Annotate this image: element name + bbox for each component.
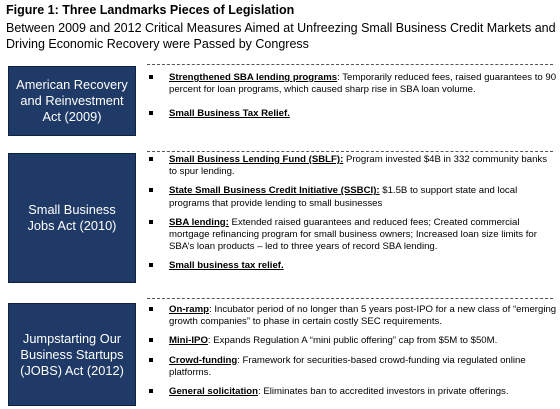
item-term: Small Business Lending Fund (SBLF):	[169, 154, 344, 165]
item-desc: : Eliminates ban to accredited investors in private offerings.	[258, 386, 509, 398]
list-item	[147, 355, 557, 379]
item-term: Mini-IPO	[169, 335, 208, 347]
list-item	[147, 72, 557, 96]
figure-subtitle: Between 2009 and 2012 Critical Measures Aimed at Unfreezing Small Business Credit Markets and Driving Economic Recovery were Passed by Congress	[6, 21, 556, 51]
item-desc: Program invested $4B in 332 community banks to spur lending.	[169, 154, 548, 178]
item-desc: : Temporarily reduced fees, raised guarantees to 90 percent for loan programs, which caused sharp rise in SBA loan volume.	[169, 72, 557, 96]
section-title: Jumpstarting Our Business Startups (JOBS) Act (2012)	[20, 330, 124, 378]
bullet-icon	[149, 389, 153, 393]
bullet-icon	[149, 338, 153, 342]
bullet-icon	[149, 111, 153, 115]
item-desc: Extended raised guarantees and reduced fees; Created commercial mortgage refinancing program for small business owners; Increased loan size limits for SBA’s loan products – led to three years of record SBA lending.	[169, 216, 537, 253]
item-term: Strengthened SBA lending programs	[169, 72, 338, 83]
section-box-jobs-startups	[8, 303, 136, 406]
section-divider	[147, 151, 553, 152]
list-item	[147, 260, 557, 272]
section-title: American Recovery and Reinvestment Act (2009)	[16, 77, 128, 124]
item-desc: : Incubator period of no longer than 5 years post-IPO for a new class of “emerging growth companies” to phase in certain costly SEC requirements.	[169, 304, 557, 328]
item-term: Crowd-funding	[169, 354, 238, 366]
section-box-arra	[8, 66, 136, 136]
list-item	[147, 154, 557, 178]
item-desc: $1.5B to support state and local programs that provide lending to small businesses	[169, 185, 518, 209]
bullet-icon	[149, 263, 153, 267]
section-items-jobs-startups	[147, 304, 557, 405]
item-desc: : Framework for securities-based crowd-funding via regulated online platforms.	[169, 354, 526, 378]
section-box-jobs-act	[8, 153, 136, 283]
list-item	[147, 185, 557, 209]
item-term: Small Business Tax Relief.	[169, 108, 290, 120]
section-title: Small Business Jobs Act (2010)	[27, 202, 117, 233]
list-item	[147, 108, 557, 120]
section-items-jobs-act	[147, 154, 557, 280]
list-item	[147, 217, 557, 254]
bullet-icon	[149, 188, 153, 192]
figure-title: Figure 1: Three Landmarks Pieces of Legislation	[6, 3, 295, 17]
section-items-arra	[147, 72, 557, 128]
list-item	[147, 386, 557, 398]
item-term: SBA lending:	[169, 216, 229, 228]
item-term: Small business tax relief.	[169, 260, 284, 272]
bullet-icon	[149, 358, 153, 362]
bullet-icon	[149, 75, 153, 79]
item-term: General solicitation	[169, 386, 259, 398]
bullet-icon	[149, 307, 153, 311]
list-item	[147, 304, 557, 328]
section-divider	[147, 64, 553, 65]
item-desc: : Expands Regulation A “mini public offering” cap from $5M to $50M.	[207, 335, 498, 347]
item-term: State Small Business Credit Initiative (SSBCI):	[169, 185, 380, 197]
bullet-icon	[149, 220, 153, 224]
list-item	[147, 335, 557, 347]
bullet-icon	[149, 157, 153, 161]
item-term: On-ramp	[169, 304, 209, 315]
section-divider	[147, 298, 553, 299]
